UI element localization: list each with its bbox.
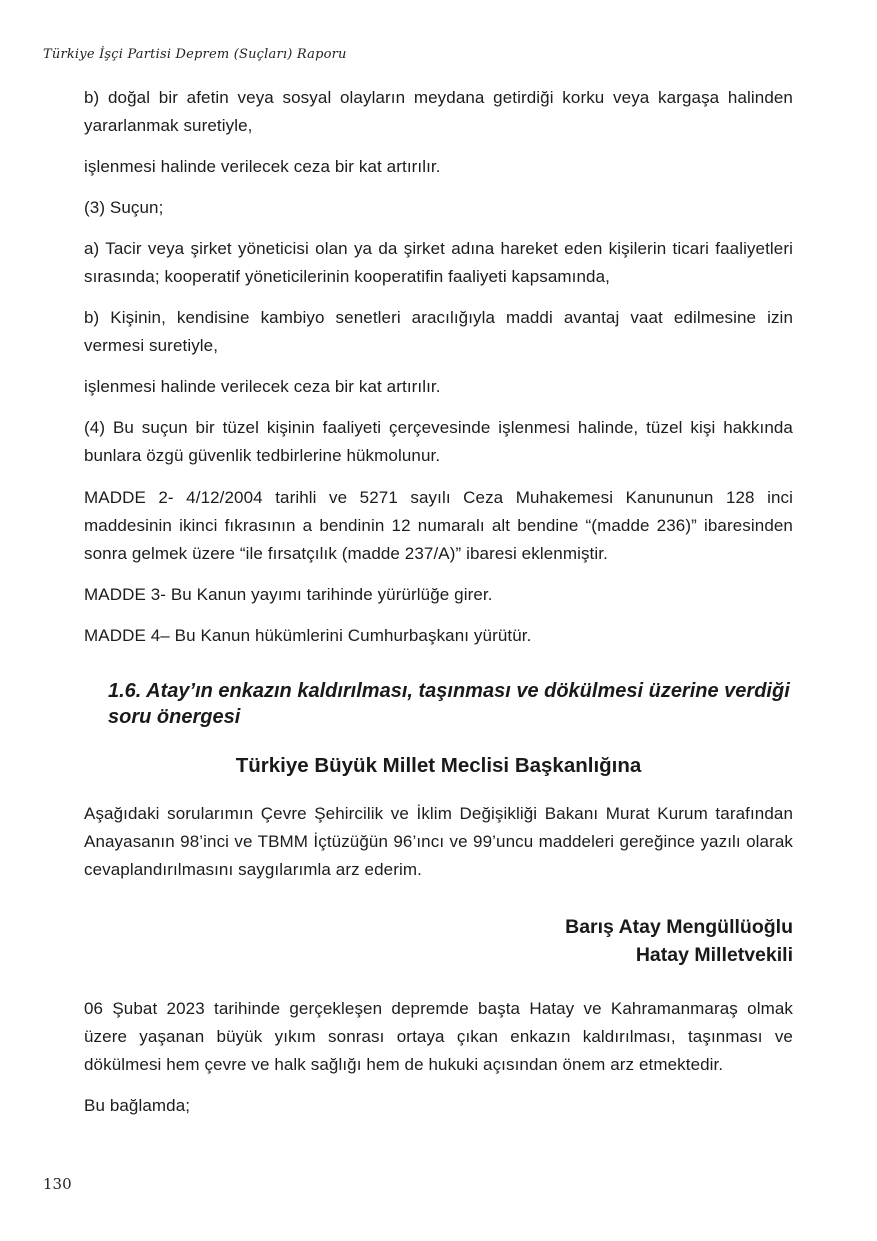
- petition-paragraph: Aşağıdaki sorularımın Çevre Şehircilik ve İklim Değişikliği Bakanı Murat Kurum tarafından Anayasanın 98’inci ve TBMM İçtüzüğün 96’ıncı ve 99’uncu maddeleri gereğince yazılı olarak cevaplandırılmasını saygılarımla arz ederim.: [84, 803, 793, 879]
- section-heading-1-6: 1.6. Atay’ın enkazın kaldırılması, taşınması ve dökülmesi üzerine verdiği soru önergesi: [108, 679, 790, 728]
- body-paragraph: MADDE 4– Bu Kanun hükümlerini Cumhurbaşkanı yürütür.: [84, 625, 532, 645]
- body-paragraph: (3) Suçun;: [84, 198, 164, 218]
- body-paragraph: MADDE 2- 4/12/2004 tarihli ve 5271 sayılı Ceza Muhakemesi Kanununun 128 inci maddesinin ikinci fıkrasının a bendinin 12 numaralı alt bendine “(madde 236)” ibaresinden sonra gelmek üzere “ile fırsatçılık (madde 237/A)” ibaresi eklenmiştir.: [84, 487, 793, 563]
- body-paragraph: işlenmesi halinde verilecek ceza bir kat artırılır.: [84, 377, 441, 397]
- page-content: [84, 84, 793, 1133]
- running-header: Türkiye İşçi Partisi Deprem (Suçları) Raporu: [43, 47, 347, 62]
- body-paragraph: işlenmesi halinde verilecek ceza bir kat artırılır.: [84, 157, 441, 177]
- assembly-address-heading: Türkiye Büyük Millet Meclisi Başkanlığına: [235, 753, 642, 777]
- signature-block: [84, 914, 793, 969]
- signature-name: Barış Atay Mengüllüoğlu: [565, 915, 793, 938]
- signature-title: Hatay Milletvekili: [635, 943, 793, 966]
- body-paragraph: b) doğal bir afetin veya sosyal olayların meydana getirdiği korku veya kargaşa halinden yararlanmak suretiyle,: [84, 88, 793, 136]
- body-paragraph: 06 Şubat 2023 tarihinde gerçekleşen depremde başta Hatay ve Kahramanmaraş olmak üzere yaşanan büyük yıkım sonrası ortaya çıkan enkazın kaldırılması, taşınması ve dökülmesi hem çevre ve halk sağlığı hem de hukuki açısından önem arz etmektedir.: [84, 999, 793, 1075]
- page-number: 130: [43, 1175, 72, 1193]
- body-paragraph: MADDE 3- Bu Kanun yayımı tarihinde yürürlüğe girer.: [84, 584, 493, 604]
- body-paragraph: (4) Bu suçun bir tüzel kişinin faaliyeti çerçevesinde işlenmesi halinde, tüzel kişi hakkında bunlara özgü güvenlik tedbirlerine hükmolunur.: [84, 418, 793, 466]
- body-paragraph: b) Kişinin, kendisine kambiyo senetleri aracılığıyla maddi avantaj vaat edilmesine izin vermesi suretiyle,: [84, 308, 793, 356]
- body-paragraph: a) Tacir veya şirket yöneticisi olan ya da şirket adına hareket eden kişilerin ticari faaliyetleri sırasında; kooperatif yöneticilerinin kooperatifin faaliyeti kapsamında,: [84, 239, 793, 287]
- body-paragraph: Bu bağlamda;: [84, 1096, 191, 1116]
